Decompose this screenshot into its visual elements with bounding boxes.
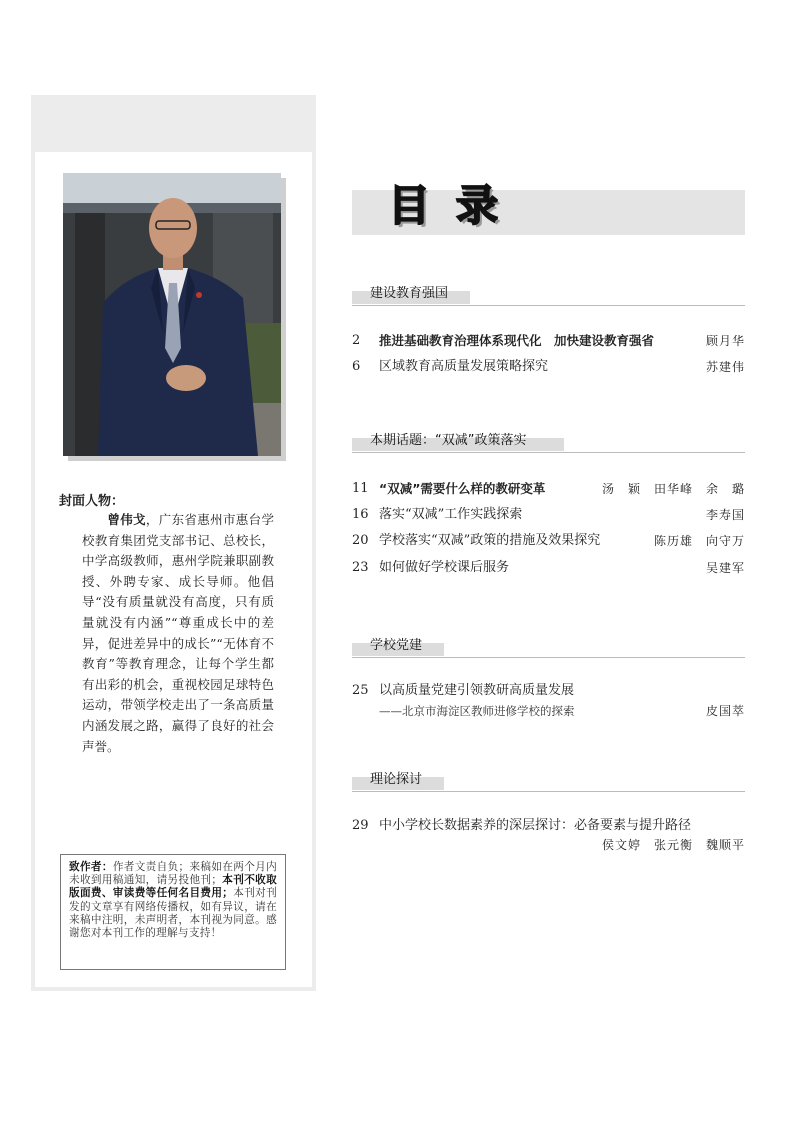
toc-entry[interactable] [352,682,745,700]
notice-text-1: 作者文责自负；来稿如在两个月内未收到用稿通知，请另投他刊； [69,861,278,887]
section-header [352,772,745,792]
toc-title: 中小学校长数据素养的深层探讨：必备要素与提升路径 [379,818,692,833]
toc-entry[interactable] [352,532,745,550]
toc-entry[interactable] [352,358,745,376]
toc-author: 吴建军 [705,561,745,575]
toc-page-number: 6 [352,359,361,374]
section-header-rule [352,452,745,453]
section-header-rule [352,305,745,306]
toc-entry[interactable] [352,506,745,524]
toc-author: 汤 颖 田华峰 余 璐 [601,482,745,496]
toc-entry[interactable] [352,817,745,835]
toc-page-number: 11 [352,481,369,496]
section-label: 本期话题：“双减”政策落实 [370,433,527,448]
page-title: 目录 [388,181,525,230]
toc-title: 推进基础教育治理体系现代化 加快建设教育强省 [379,333,655,348]
section-header-rule [352,657,745,658]
toc-entry[interactable] [352,332,745,350]
toc-author: 李寿国 [705,508,745,522]
toc-page-number: 25 [352,683,369,698]
toc-author: 陈历雄 向守万 [653,534,745,548]
cover-person-description: ，广东省惠州市惠台学校教育集团党支部书记、总校长，中学高级教师，惠州学院兼职副教授、外聘专家、成长导师。他倡导“没有质量就没有高度，只有质量就没有内涵”“尊重成长中的差异，促进差异中的成长”“无体育不教育”等教育理念，让每个学生都有出彩的机会，重视校园足球特色运动，带领学校走出了一条高质量内涵发展之路，赢得了良好的社会声誉。 [82,512,274,754]
toc-page-number: 29 [352,818,369,833]
cover-person-bio [82,510,274,757]
toc-title: 学校落实“双减”政策的措施及效果探究 [379,533,601,548]
toc-entry-subline[interactable] [352,836,745,854]
toc-page-number: 16 [352,507,369,522]
toc-title: 如何做好学校课后服务 [379,560,510,575]
author-notice-box [60,854,286,970]
cover-portrait-image [63,173,281,456]
toc-page-number: 23 [352,560,369,575]
toc-title: “双减”需要什么样的教研变革 [379,481,546,496]
section-label: 理论探讨 [370,772,423,787]
notice-text-2: 本刊对刊发的文章享有网络传播权，如有异议，请在来稿中注明，未声明者，本刊视为同意。感谢您对本刊工作的理解与支持！ [69,887,278,940]
toc-author: 侯文婷 张元衡 魏顺平 [601,838,745,852]
section-header [352,433,745,453]
cover-person-name: 曾伟戈 [107,512,146,527]
toc-title: 落实“双减”工作实践探索 [379,507,523,522]
section-header-rule [352,791,745,792]
toc-author: 皮国萃 [705,704,745,718]
cover-person-label: 封面人物： [59,494,125,509]
toc-entry-subline[interactable] [352,702,745,720]
toc-title: 区域教育高质量发展策略探究 [379,359,549,374]
toc-author: 顾月华 [705,334,745,348]
toc-page-number: 2 [352,333,361,348]
section-label: 学校党建 [370,638,423,653]
toc-subtitle: ——北京市海淀区教师进修学校的探索 [379,704,575,718]
toc-page-number: 20 [352,533,369,548]
notice-bold-text: 本刊不收取版面费、审读费等任何名目费用； [69,874,278,900]
notice-heading: 致作者： [69,861,113,873]
toc-title: 以高质量党建引领教研高质量发展 [379,683,575,698]
toc-entry[interactable] [352,559,745,577]
section-label: 建设教育强国 [370,286,449,301]
section-header [352,286,745,306]
toc-entry[interactable] [352,480,745,498]
toc-author: 苏建伟 [705,360,745,374]
section-header [352,638,745,658]
